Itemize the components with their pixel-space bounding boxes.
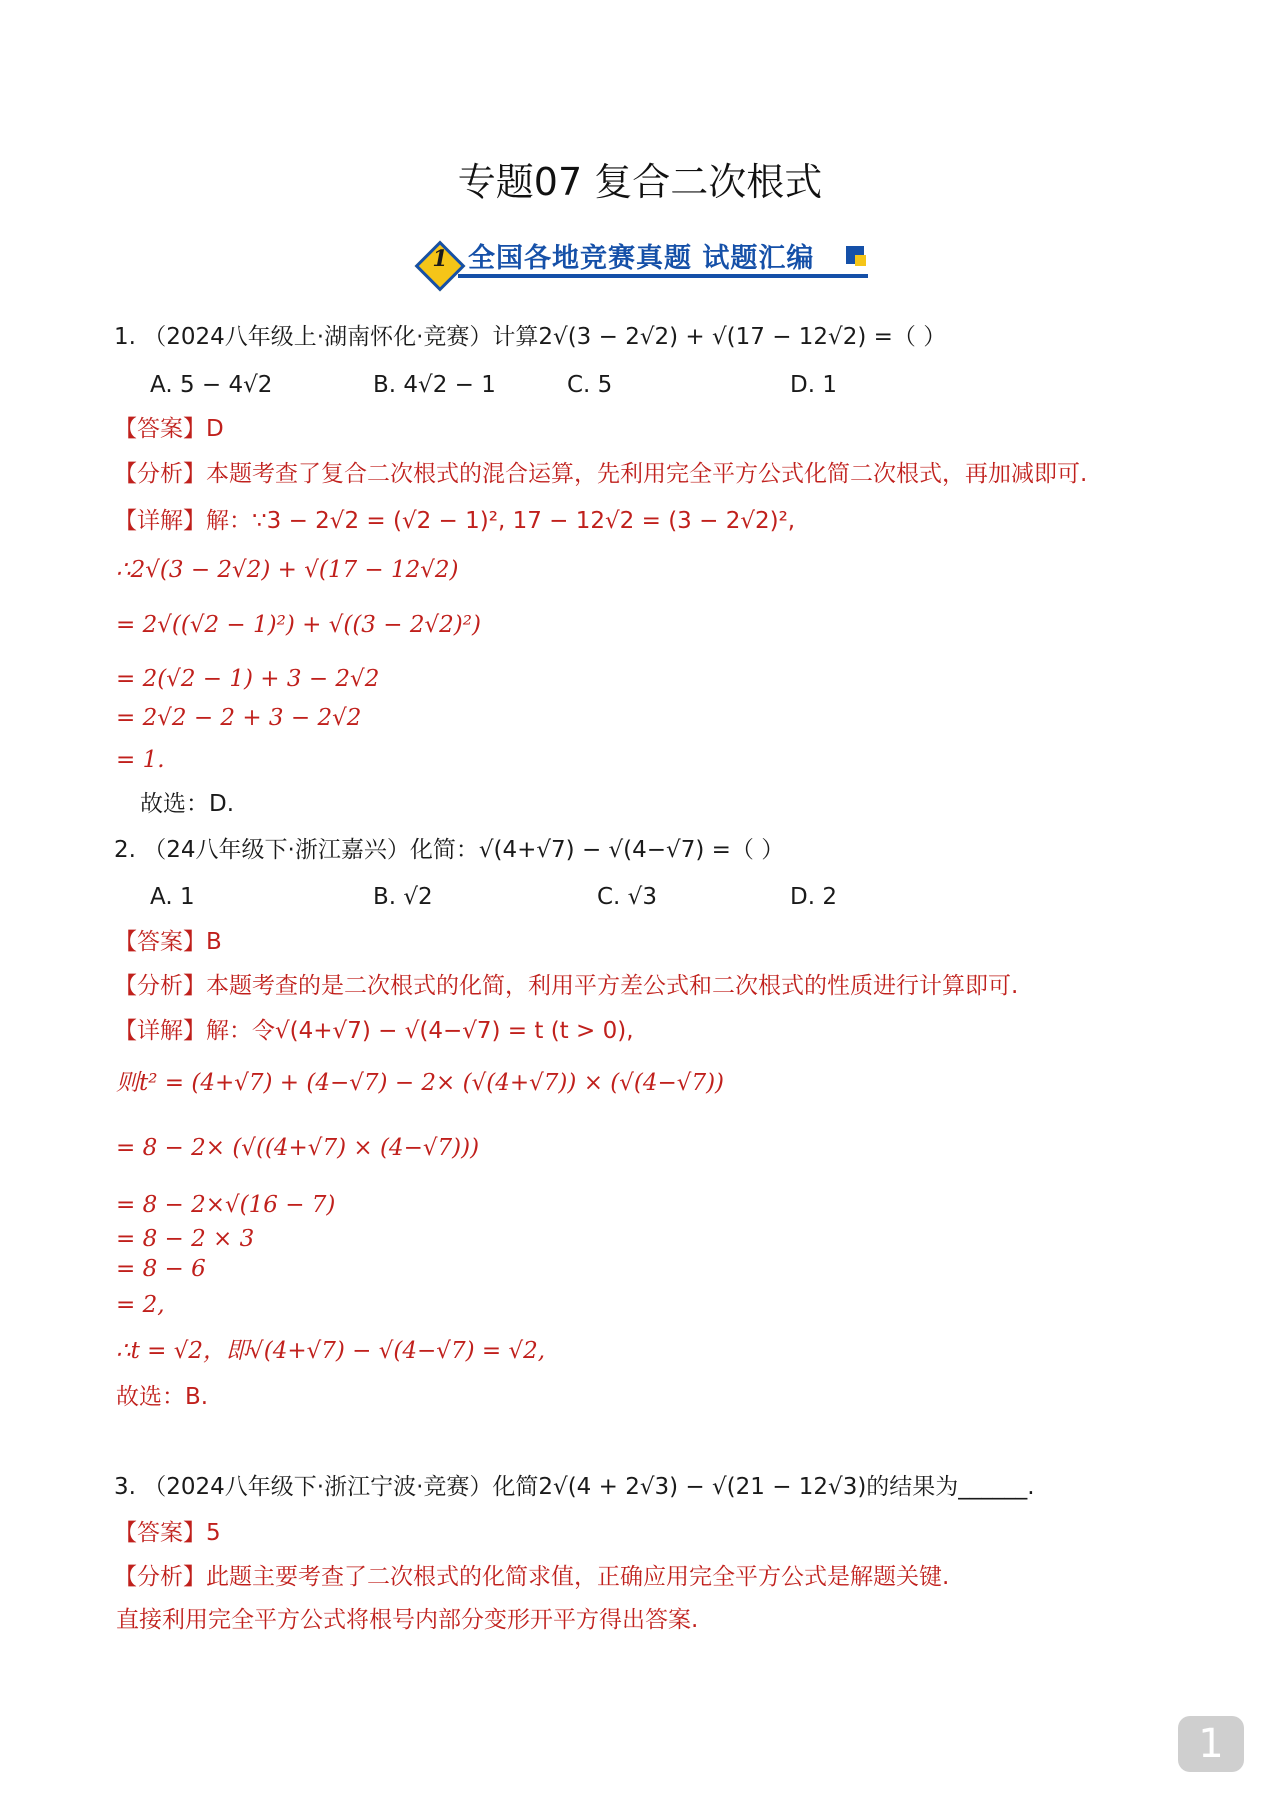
q1-step-5: = 1. (116, 747, 165, 773)
q1-analysis: 【分析】本题考查了复合二次根式的混合运算，先利用完全平方公式化简二次根式，再加减即可. (114, 461, 1088, 487)
q2-step-3: = 8 − 2×√(16 − 7) (116, 1192, 336, 1218)
q1-step-2: = 2√((√2 − 1)²) + √((3 − 2√2)²) (116, 612, 481, 638)
q2-step-2: = 8 − 2× (√((4+√7) × (4−√7))) (116, 1135, 480, 1161)
q1-option-b: B. 4√2 − 1 (373, 372, 496, 398)
q1-option-a: A. 5 − 4√2 (150, 372, 273, 398)
q2-analysis: 【分析】本题考查的是二次根式的化简，利用平方差公式和二次根式的性质进行计算即可. (114, 973, 1019, 999)
page-number-badge: 1 (1178, 1716, 1244, 1772)
q1-option-c: C. 5 (567, 372, 613, 398)
q2-option-d: D. 2 (790, 884, 837, 910)
q1-step-3: = 2(√2 − 1) + 3 − 2√2 (116, 666, 380, 692)
question-3-stem: 3. （2024八年级下·浙江宁波·竞赛）化简2√(4 + 2√3) − √(21 − 12√3)的结果为______. (114, 1474, 1035, 1500)
q1-option-d: D. 1 (790, 372, 837, 398)
q2-choice: 故选：B. (116, 1384, 209, 1410)
banner-square-accent-icon (855, 255, 866, 266)
q2-answer: 【答案】B (114, 929, 222, 955)
q2-option-a: A. 1 (150, 884, 195, 910)
q2-option-b: B. √2 (373, 884, 433, 910)
q3-analysis: 【分析】此题主要考查了二次根式的化简求值，正确应用完全平方公式是解题关键. (114, 1564, 950, 1590)
q1-detail: 【详解】解：∵3 − 2√2 = (√2 − 1)², 17 − 12√2 = (3 − 2√2)², (114, 508, 796, 534)
q1-answer: 【答案】D (114, 416, 224, 442)
q3-analysis-2: 直接利用完全平方公式将根号内部分变形开平方得出答案. (116, 1607, 699, 1633)
q2-step-1: 则t² = (4+√7) + (4−√7) − 2× (√(4+√7)) × (√(4−√7)) (116, 1070, 725, 1096)
page-title: 专题07 复合二次根式 (457, 160, 823, 204)
section-banner (418, 232, 878, 294)
q3-answer: 【答案】5 (114, 1520, 221, 1546)
q2-step-4: = 8 − 2 × 3 (116, 1226, 255, 1252)
q2-detail: 【详解】解：令√(4+√7) − √(4−√7) = t (t > 0), (114, 1018, 634, 1044)
banner-number: 1 (432, 246, 448, 272)
q1-choice: 故选：D. (140, 791, 235, 817)
q2-step-5: = 8 − 6 (116, 1256, 206, 1282)
question-1-stem: 1. （2024八年级上·湖南怀化·竞赛）计算2√(3 − 2√2) + √(17 − 12√2) =（ ） (114, 324, 947, 350)
q2-step-7: ∴t = √2，即√(4+√7) − √(4−√7) = √2, (116, 1338, 546, 1364)
q1-step-1: ∴2√(3 − 2√2) + √(17 − 12√2) (116, 557, 459, 583)
q1-step-4: = 2√2 − 2 + 3 − 2√2 (116, 705, 362, 731)
question-2-stem: 2. （24八年级下·浙江嘉兴）化简：√(4+√7) − √(4−√7) =（ ） (114, 837, 785, 863)
q2-step-6: = 2, (116, 1292, 165, 1318)
banner-text: 全国各地竞赛真题 试题汇编 (468, 243, 815, 274)
q2-option-c: C. √3 (597, 884, 657, 910)
